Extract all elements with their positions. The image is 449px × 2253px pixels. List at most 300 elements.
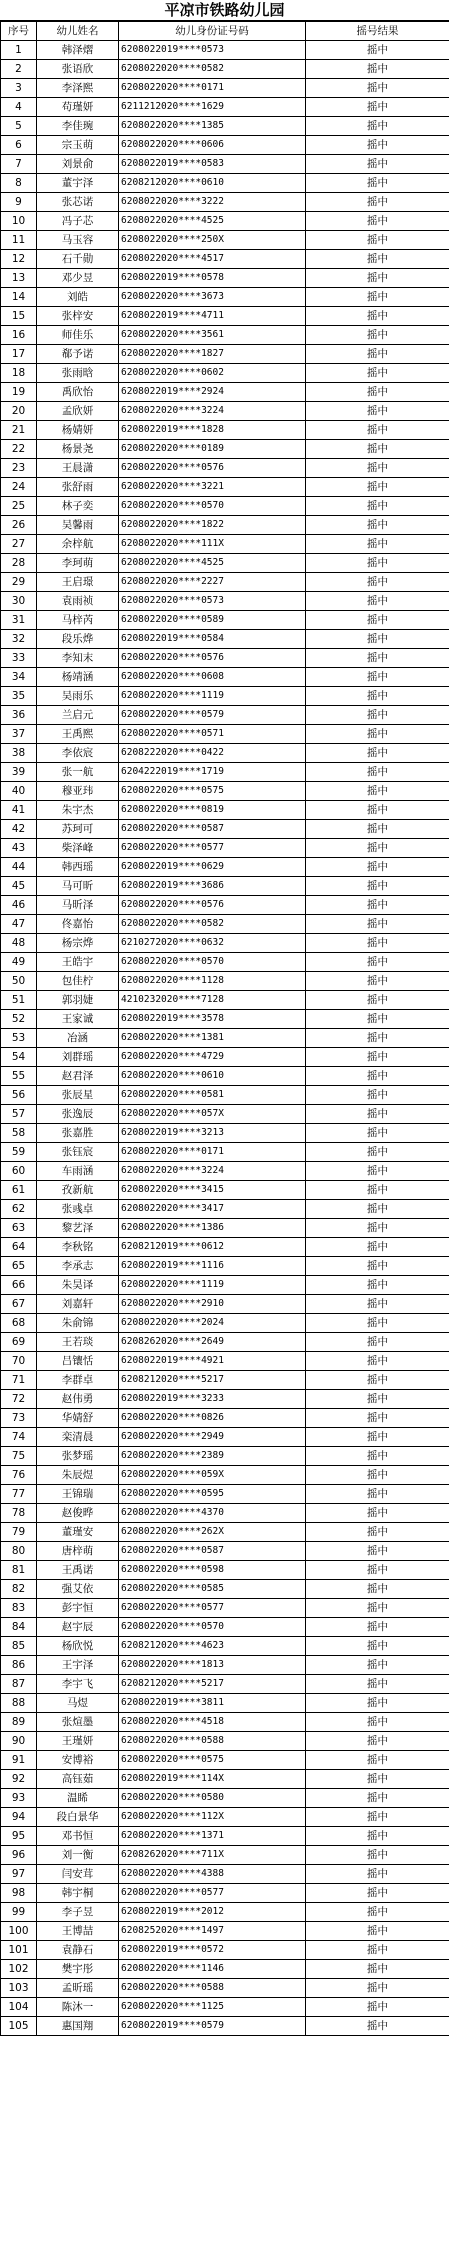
child-name: 韩泽熠: [37, 41, 119, 60]
row-index: 88: [1, 1694, 37, 1713]
child-name: 温睎: [37, 1789, 119, 1808]
child-name: 兰启元: [37, 706, 119, 725]
row-index: 65: [1, 1257, 37, 1276]
lottery-result: 摇中: [306, 1922, 449, 1941]
child-name: 王晨潇: [37, 459, 119, 478]
table-row: [1, 516, 449, 535]
row-index: 20: [1, 402, 37, 421]
row-index: 10: [1, 212, 37, 231]
id-number: 6208022020****0598: [119, 1561, 306, 1580]
id-number: 6208022020****3673: [119, 288, 306, 307]
child-name: 华婧舒: [37, 1409, 119, 1428]
row-index: 60: [1, 1162, 37, 1181]
id-number: 6208022020****2949: [119, 1428, 306, 1447]
child-name: 杨欣悦: [37, 1637, 119, 1656]
row-index: 104: [1, 1998, 37, 2017]
table-row: [1, 1827, 449, 1846]
lottery-result: 摇中: [306, 326, 449, 345]
child-name: 段乐烨: [37, 630, 119, 649]
table-row: [1, 1200, 449, 1219]
lottery-result: 摇中: [306, 1694, 449, 1713]
table-row: [1, 1181, 449, 1200]
lottery-result: 摇中: [306, 1010, 449, 1029]
lottery-result: 摇中: [306, 1523, 449, 1542]
row-index: 1: [1, 41, 37, 60]
table-row: [1, 364, 449, 383]
child-name: 朱辰煜: [37, 1466, 119, 1485]
row-index: 33: [1, 649, 37, 668]
row-index: 5: [1, 117, 37, 136]
child-name: 包佳柠: [37, 972, 119, 991]
row-index: 9: [1, 193, 37, 212]
row-index: 78: [1, 1504, 37, 1523]
table-row: [1, 421, 449, 440]
id-number: 6208022020****0602: [119, 364, 306, 383]
lottery-result: 摇中: [306, 174, 449, 193]
table-row: [1, 1865, 449, 1884]
lottery-result: 摇中: [306, 1447, 449, 1466]
child-name: 刘皓: [37, 288, 119, 307]
id-number: 4210232020****7128: [119, 991, 306, 1010]
child-name: 张梓安: [37, 307, 119, 326]
row-index: 58: [1, 1124, 37, 1143]
table-row: [1, 79, 449, 98]
table-row: [1, 1561, 449, 1580]
child-name: 李依宸: [37, 744, 119, 763]
lottery-result: 摇中: [306, 136, 449, 155]
child-name: 禹欣怡: [37, 383, 119, 402]
table-row: [1, 972, 449, 991]
table-row: [1, 1276, 449, 1295]
row-index: 30: [1, 592, 37, 611]
table-row: [1, 1580, 449, 1599]
table-row: [1, 497, 449, 516]
id-number: 6208022020****0576: [119, 896, 306, 915]
table-row: [1, 896, 449, 915]
row-index: 31: [1, 611, 37, 630]
lottery-result: 摇中: [306, 1789, 449, 1808]
id-number: 6208022020****3417: [119, 1200, 306, 1219]
row-index: 81: [1, 1561, 37, 1580]
row-index: 40: [1, 782, 37, 801]
child-name: 朱俞锦: [37, 1314, 119, 1333]
table-row: [1, 1789, 449, 1808]
lottery-result: 摇中: [306, 1751, 449, 1770]
lottery-result: 摇中: [306, 573, 449, 592]
table-row: [1, 1314, 449, 1333]
id-number: 6208022020****0819: [119, 801, 306, 820]
child-name: 郗予诺: [37, 345, 119, 364]
child-name: 苟瑾妍: [37, 98, 119, 117]
id-number: 6208022019****4921: [119, 1352, 306, 1371]
child-name: 赵俊晔: [37, 1504, 119, 1523]
child-name: 樊宇彤: [37, 1960, 119, 1979]
lottery-result: 摇中: [306, 877, 449, 896]
row-index: 68: [1, 1314, 37, 1333]
id-number: 6208022019****2924: [119, 383, 306, 402]
child-name: 佟嘉怡: [37, 915, 119, 934]
row-index: 42: [1, 820, 37, 839]
table-row: [1, 915, 449, 934]
child-name: 邓少昱: [37, 269, 119, 288]
table-row: [1, 1333, 449, 1352]
lottery-result: 摇中: [306, 896, 449, 915]
row-index: 63: [1, 1219, 37, 1238]
id-number: 6208022020****0576: [119, 649, 306, 668]
lottery-result: 摇中: [306, 535, 449, 554]
id-number: 6208022020****0580: [119, 1789, 306, 1808]
id-number: 6208022020****4525: [119, 212, 306, 231]
id-number: 6208022020****0826: [119, 1409, 306, 1428]
id-number: 6208022019****3811: [119, 1694, 306, 1713]
id-number: 6208022019****0584: [119, 630, 306, 649]
row-index: 15: [1, 307, 37, 326]
row-index: 25: [1, 497, 37, 516]
lottery-result: 摇中: [306, 1808, 449, 1827]
lottery-result: 摇中: [306, 782, 449, 801]
lottery-result: 摇中: [306, 307, 449, 326]
lottery-result: 摇中: [306, 1884, 449, 1903]
child-name: 马昕泽: [37, 896, 119, 915]
table-row: [1, 1694, 449, 1713]
child-name: 栾清晨: [37, 1428, 119, 1447]
lottery-result: 摇中: [306, 1371, 449, 1390]
lottery-result: 摇中: [306, 288, 449, 307]
lottery-result: 摇中: [306, 1086, 449, 1105]
id-number: 6208022020****057X: [119, 1105, 306, 1124]
child-name: 刘一衡: [37, 1846, 119, 1865]
lottery-result: 摇中: [306, 1029, 449, 1048]
row-index: 72: [1, 1390, 37, 1409]
child-name: 李知末: [37, 649, 119, 668]
row-index: 22: [1, 440, 37, 459]
row-index: 66: [1, 1276, 37, 1295]
id-number: 6208022020****0588: [119, 1979, 306, 1998]
table-row: [1, 41, 449, 60]
child-name: 张嘉胜: [37, 1124, 119, 1143]
table-body: [1, 41, 449, 2036]
lottery-result: 摇中: [306, 801, 449, 820]
id-number: 6208022020****4525: [119, 554, 306, 573]
child-name: 刘景俞: [37, 155, 119, 174]
table-row: [1, 611, 449, 630]
child-name: 王瑾妍: [37, 1732, 119, 1751]
id-number: 6208022019****0583: [119, 155, 306, 174]
lottery-result: 摇中: [306, 1276, 449, 1295]
child-name: 王禹熙: [37, 725, 119, 744]
id-number: 6208022020****1125: [119, 1998, 306, 2017]
table-row: [1, 1124, 449, 1143]
id-number: 6208022020****1813: [119, 1656, 306, 1675]
row-index: 12: [1, 250, 37, 269]
table-row: [1, 1922, 449, 1941]
id-number: 6210272020****0632: [119, 934, 306, 953]
id-number: 6208022020****0606: [119, 136, 306, 155]
row-index: 91: [1, 1751, 37, 1770]
row-index: 17: [1, 345, 37, 364]
lottery-result: 摇中: [306, 60, 449, 79]
id-number: 6208022020****0579: [119, 706, 306, 725]
row-index: 86: [1, 1656, 37, 1675]
child-name: 唐梓萌: [37, 1542, 119, 1561]
lottery-result: 摇中: [306, 820, 449, 839]
lottery-result: 摇中: [306, 440, 449, 459]
lottery-result: 摇中: [306, 1732, 449, 1751]
id-number: 6208022020****2024: [119, 1314, 306, 1333]
lottery-result: 摇中: [306, 725, 449, 744]
lottery-result: 摇中: [306, 345, 449, 364]
id-number: 6208022020****250X: [119, 231, 306, 250]
lottery-result: 摇中: [306, 1713, 449, 1732]
id-number: 6208022020****2910: [119, 1295, 306, 1314]
table-row: [1, 1504, 449, 1523]
id-number: 6208212020****0610: [119, 174, 306, 193]
id-number: 6208022020****3415: [119, 1181, 306, 1200]
id-number: 6208022019****3233: [119, 1390, 306, 1409]
child-name: 李秋铭: [37, 1238, 119, 1257]
child-name: 强艾依: [37, 1580, 119, 1599]
id-number: 6208022020****0189: [119, 440, 306, 459]
row-index: 16: [1, 326, 37, 345]
id-number: 6208022020****0608: [119, 668, 306, 687]
table-row: [1, 1846, 449, 1865]
table-row: [1, 440, 449, 459]
child-name: 余梓航: [37, 535, 119, 554]
id-number: 6208022020****1822: [119, 516, 306, 535]
table-row: [1, 1656, 449, 1675]
row-index: 76: [1, 1466, 37, 1485]
row-index: 97: [1, 1865, 37, 1884]
child-name: 惠国翔: [37, 2017, 119, 2036]
lottery-result: 摇中: [306, 1390, 449, 1409]
header-child-name: 幼儿姓名: [37, 22, 119, 41]
lottery-result: 摇中: [306, 991, 449, 1010]
child-name: 李宇飞: [37, 1675, 119, 1694]
lottery-result: 摇中: [306, 497, 449, 516]
id-number: 6208022020****3222: [119, 193, 306, 212]
lottery-result: 摇中: [306, 1295, 449, 1314]
row-index: 43: [1, 839, 37, 858]
lottery-result: 摇中: [306, 611, 449, 630]
lottery-result: 摇中: [306, 193, 449, 212]
lottery-result: 摇中: [306, 212, 449, 231]
lottery-result: 摇中: [306, 1352, 449, 1371]
lottery-result: 摇中: [306, 231, 449, 250]
child-name: 冯子芯: [37, 212, 119, 231]
child-name: 李珂萌: [37, 554, 119, 573]
table-row: [1, 1010, 449, 1029]
table-row: [1, 554, 449, 573]
id-number: 6208212020****5217: [119, 1675, 306, 1694]
lottery-result: 摇中: [306, 972, 449, 991]
lottery-result: 摇中: [306, 516, 449, 535]
table-header-row: [1, 22, 449, 41]
table-row: [1, 1808, 449, 1827]
child-name: 宗玉萌: [37, 136, 119, 155]
id-number: 6208022019****3213: [119, 1124, 306, 1143]
row-index: 26: [1, 516, 37, 535]
row-index: 61: [1, 1181, 37, 1200]
child-name: 吕镶恬: [37, 1352, 119, 1371]
table-row: [1, 250, 449, 269]
lottery-result: 摇中: [306, 592, 449, 611]
header-id-number: 幼儿身份证号码: [119, 22, 306, 41]
row-index: 89: [1, 1713, 37, 1732]
row-index: 73: [1, 1409, 37, 1428]
result-table: [0, 21, 449, 2036]
id-number: 6208022020****0570: [119, 1618, 306, 1637]
child-name: 张钰宸: [37, 1143, 119, 1162]
id-number: 6208262020****2649: [119, 1333, 306, 1352]
id-number: 6208022020****0171: [119, 1143, 306, 1162]
row-index: 85: [1, 1637, 37, 1656]
table-row: [1, 877, 449, 896]
table-row: [1, 117, 449, 136]
child-name: 安博裕: [37, 1751, 119, 1770]
child-name: 赵君泽: [37, 1067, 119, 1086]
id-number: 6208212020****5217: [119, 1371, 306, 1390]
child-name: 李佳琬: [37, 117, 119, 136]
table-row: [1, 1219, 449, 1238]
lottery-result: 摇中: [306, 858, 449, 877]
table-row: [1, 2017, 449, 2036]
table-row: [1, 1466, 449, 1485]
child-name: 李子昱: [37, 1903, 119, 1922]
row-index: 102: [1, 1960, 37, 1979]
table-row: [1, 1105, 449, 1124]
table-row: [1, 402, 449, 421]
row-index: 80: [1, 1542, 37, 1561]
id-number: 6208022020****0589: [119, 611, 306, 630]
row-index: 37: [1, 725, 37, 744]
id-number: 6208022020****0587: [119, 820, 306, 839]
table-row: [1, 174, 449, 193]
header-result: 摇号结果: [306, 22, 449, 41]
id-number: 6208022020****1827: [119, 345, 306, 364]
row-index: 57: [1, 1105, 37, 1124]
row-index: 7: [1, 155, 37, 174]
table-row: [1, 630, 449, 649]
table-row: [1, 1637, 449, 1656]
child-name: 袁静石: [37, 1941, 119, 1960]
id-number: 6208222020****0422: [119, 744, 306, 763]
row-index: 82: [1, 1580, 37, 1599]
id-number: 6208022019****114X: [119, 1770, 306, 1789]
table-row: [1, 1941, 449, 1960]
row-index: 4: [1, 98, 37, 117]
child-name: 杨婧妍: [37, 421, 119, 440]
id-number: 6208022020****3224: [119, 402, 306, 421]
table-row: [1, 1238, 449, 1257]
id-number: 6208022020****0595: [119, 1485, 306, 1504]
row-index: 93: [1, 1789, 37, 1808]
id-number: 6208022020****3221: [119, 478, 306, 497]
child-name: 赵宇辰: [37, 1618, 119, 1637]
id-number: 6208022020****1371: [119, 1827, 306, 1846]
lottery-result: 摇中: [306, 1257, 449, 1276]
lottery-result: 摇中: [306, 1409, 449, 1428]
id-number: 6208022020****2389: [119, 1447, 306, 1466]
child-name: 石千勋: [37, 250, 119, 269]
table-row: [1, 1713, 449, 1732]
id-number: 6208022020****0570: [119, 497, 306, 516]
child-name: 李承志: [37, 1257, 119, 1276]
table-row: [1, 1998, 449, 2017]
child-name: 张逸辰: [37, 1105, 119, 1124]
table-row: [1, 1352, 449, 1371]
table-row: [1, 782, 449, 801]
child-name: 刘群瑶: [37, 1048, 119, 1067]
row-index: 84: [1, 1618, 37, 1637]
id-number: 6208022020****0577: [119, 1884, 306, 1903]
row-index: 51: [1, 991, 37, 1010]
table-row: [1, 706, 449, 725]
header-index: 序号: [1, 22, 37, 41]
table-row: [1, 345, 449, 364]
lottery-result: 摇中: [306, 1656, 449, 1675]
lottery-result: 摇中: [306, 1903, 449, 1922]
child-name: 郭羽婕: [37, 991, 119, 1010]
id-number: 6208022020****0577: [119, 839, 306, 858]
row-index: 92: [1, 1770, 37, 1789]
lottery-result: 摇中: [306, 687, 449, 706]
id-number: 6208022020****262X: [119, 1523, 306, 1542]
id-number: 6208022020****0570: [119, 953, 306, 972]
row-index: 67: [1, 1295, 37, 1314]
child-name: 王锦瑞: [37, 1485, 119, 1504]
id-number: 6208022020****1146: [119, 1960, 306, 1979]
id-number: 6208022020****0582: [119, 60, 306, 79]
id-number: 6208022020****4370: [119, 1504, 306, 1523]
row-index: 29: [1, 573, 37, 592]
table-row: [1, 155, 449, 174]
row-index: 90: [1, 1732, 37, 1751]
table-row: [1, 1048, 449, 1067]
child-name: 王博喆: [37, 1922, 119, 1941]
id-number: 6208022020****3561: [119, 326, 306, 345]
table-row: [1, 1409, 449, 1428]
id-number: 6208022019****4711: [119, 307, 306, 326]
table-row: [1, 1751, 449, 1770]
lottery-result: 摇中: [306, 1979, 449, 1998]
row-index: 71: [1, 1371, 37, 1390]
table-row: [1, 763, 449, 782]
table-row: [1, 1884, 449, 1903]
table-row: [1, 1675, 449, 1694]
id-number: 6208022020****1128: [119, 972, 306, 991]
child-name: 王若琰: [37, 1333, 119, 1352]
child-name: 张芯诺: [37, 193, 119, 212]
id-number: 6208022019****0573: [119, 41, 306, 60]
id-number: 6208022020****1386: [119, 1219, 306, 1238]
child-name: 张雨晗: [37, 364, 119, 383]
child-name: 段白景华: [37, 1808, 119, 1827]
lottery-result: 摇中: [306, 1162, 449, 1181]
lottery-result: 摇中: [306, 117, 449, 136]
row-index: 6: [1, 136, 37, 155]
lottery-result: 摇中: [306, 1941, 449, 1960]
row-index: 70: [1, 1352, 37, 1371]
id-number: 6208022019****3578: [119, 1010, 306, 1029]
child-name: 李泽熙: [37, 79, 119, 98]
row-index: 59: [1, 1143, 37, 1162]
child-name: 王启璟: [37, 573, 119, 592]
lottery-result: 摇中: [306, 1067, 449, 1086]
lottery-result: 摇中: [306, 763, 449, 782]
lottery-result: 摇中: [306, 1599, 449, 1618]
id-number: 6208022020****1119: [119, 1276, 306, 1295]
table-row: [1, 1162, 449, 1181]
